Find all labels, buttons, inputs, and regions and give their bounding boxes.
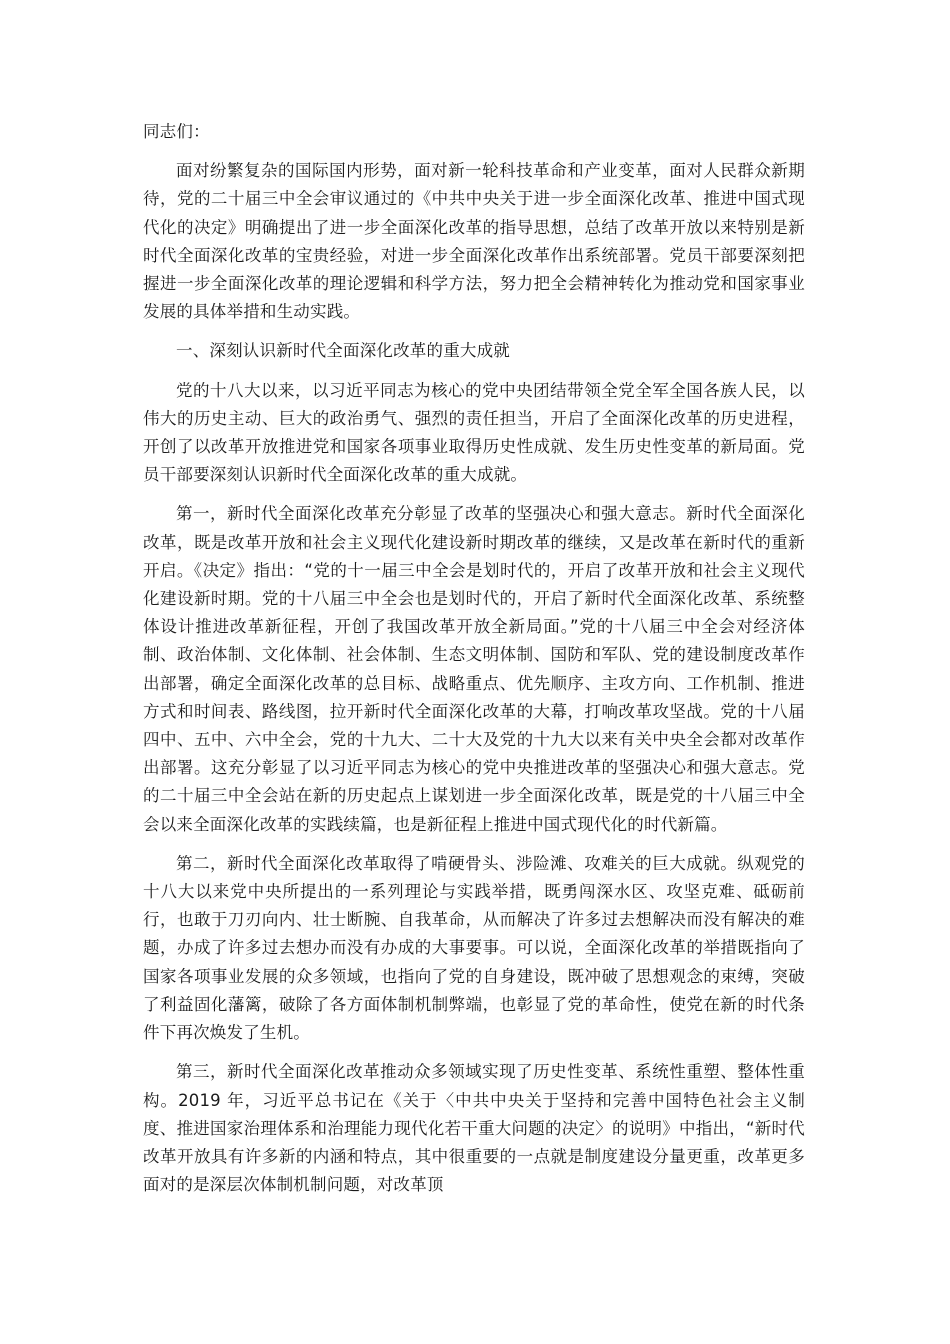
intro-paragraph: 面对纷繁复杂的国际国内形势，面对新一轮科技革命和产业变革，面对人民群众新期待，党的二十届三中全会审议通过的《中共中央关于进一步全面深化改革、推进中国式现代化的决定》明确提出了进一步全面深化改革的指导思想，总结了改革开放以来特别是新时代全面深化改革的宝贵经验，对进一步全面深化改革作出系统部署。党员干部要深刻把握进一步全面深化改革的理论逻辑和科学方法，努力把全会精神转化为推动党和国家事业发展的具体举措和生动实践。 [143, 161, 805, 322]
body-paragraph: 第二，新时代全面深化改革取得了啃硬骨头、涉险滩、攻难关的巨大成就。纵观党的十八大以来党中央所提出的一系列理论与实践举措，既勇闯深水区、攻坚克难、砥砺前行，也敢于刀刃向内、壮士断腕、自我革命，从而解决了许多过去想解决而没有解决的难题，办成了许多过去想办而没有办成的大事要事。可以说，全面深化改革的举措既指向了国家各项事业发展的众多领域，也指向了党的自身建设，既冲破了思想观念的束缚，突破了利益固化藩篱，破除了各方面体制机制弊端，也彰显了党的革命性，使党在新的时代条件下再次焕发了生机。 [143, 853, 805, 1043]
section-heading: 一、深刻认识新时代全面深化改革的重大成就 [176, 341, 510, 361]
body-paragraph: 第一，新时代全面深化改革充分彰显了改革的坚强决心和强大意志。新时代全面深化改革，既是改革开放和社会主义现代化建设新时期改革的继续，又是改革在新时代的重新开启。《决定》指出：“党的十一届三中全会是划时代的，开启了改革开放和社会主义现代化建设新时期。党的十八届三中全会也是划时代的，开启了新时代全面深化改革、系统整体设计推进改革新征程，开创了我国改革开放全新局面。”党的十八届三中全会对经济体制、政治体制、文化体制、社会体制、生态文明体制、国防和军队、党的建设制度改革作出部署，确定全面深化改革的总目标、战略重点、优先顺序、主攻方向、工作机制、推进方式和时间表、路线图，拉开新时代全面深化改革的大幕，打响改革攻坚战。党的十八届四中、五中、六中全会，党的十九大、二十大及党的十九大以来有关中央全会都对改革作出部署。这充分彰显了以习近平同志为核心的党中央推进改革的坚强决心和强大意志。党的二十届三中全会站在新的历史起点上谋划进一步全面深化改革，既是党的十八届三中全会以来全面深化改革的实践续篇，也是新征程上推进中国式现代化的时代新篇。 [143, 504, 805, 834]
salutation: 同志们： [143, 122, 210, 141]
body-paragraph: 党的十八大以来，以习近平同志为核心的党中央团结带领全党全军全国各族人民，以伟大的历史主动、巨大的政治勇气、强烈的责任担当，开启了全面深化改革的历史进程，开创了以改革开放推进党和国家各项事业取得历史性成就、发生历史性变革的新局面。党员干部要深刻认识新时代全面深化改革的重大成就。 [143, 380, 805, 485]
document-body [143, 118, 805, 1210]
body-paragraph: 第三，新时代全面深化改革推动众多领域实现了历史性变革、系统性重塑、整体性重构。2019 年，习近平总书记在《关于〈中共中央关于坚持和完善中国特色社会主义制度、推进国家治理体系和治理能力现代化若干重大问题的决定〉的说明》中指出，“新时代改革开放具有许多新的内涵和特点，其中很重要的一点就是制度建设分量更重，改革更多面对的是深层次体制机制问题，对改革顶 [143, 1062, 805, 1195]
